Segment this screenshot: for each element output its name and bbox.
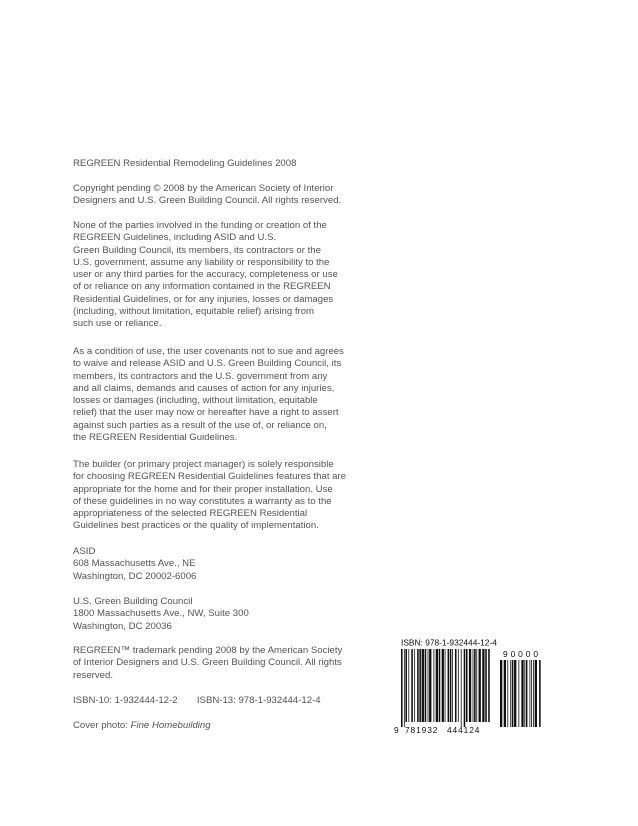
barcode-bar bbox=[507, 660, 508, 727]
barcode-left-digits: 781932 bbox=[405, 725, 439, 735]
barcode-bar bbox=[442, 649, 444, 722]
barcode-bar bbox=[405, 649, 407, 722]
barcode-price-code: 9 0 0 0 0 bbox=[503, 649, 539, 659]
cover-credit bbox=[73, 720, 363, 732]
barcode-bar bbox=[510, 660, 511, 727]
disclaimer-builder: The builder (or primary project manager) is solely responsible for choosing REGREEN Residential Guidelines features that are appropriate for the home and for their proper installation. Use of these guidelines in no way constitutes a warranty as to the appropriateness of the selected REGREEN Residential Guidelines best practices or the quality of implementation. bbox=[73, 459, 347, 532]
isbn-10: ISBN-10: 1-932444-12-2 bbox=[73, 695, 178, 706]
barcode-bar bbox=[419, 649, 421, 722]
barcode-bar bbox=[425, 649, 427, 722]
barcode-bar bbox=[428, 649, 429, 722]
barcode-bar bbox=[504, 660, 506, 727]
cover-source: Fine Homebuilding bbox=[130, 720, 211, 731]
cover-label: Cover photo: bbox=[73, 720, 131, 731]
barcode-bar bbox=[485, 649, 487, 722]
barcode-bar bbox=[422, 649, 424, 722]
document-title: REGREEN Residential Remodeling Guidelines 2008 bbox=[73, 158, 297, 169]
disclaimer-liability: None of the parties involved in the funding or creation of the REGREEN Guidelines, including ASID and U.S. Green Building Council, its members, its contractors or the U.S. government, assume any liability or responsibility to the user or any third parties for the accuracy, completeness or use of or reliance on any information contained in the REGREEN Residential Guidelines, or for any injuries, losses or damages (including, without limitation, equitable relief) arising from such use or reliance. bbox=[73, 220, 338, 330]
barcode-bar bbox=[500, 660, 502, 727]
disclaimer-covenant: As a condition of use, the user covenants not to sue and agrees to waive and release ASID and U.S. Green Building Council, its members, its contractors and the U.S. government from any and all claims, demands and causes of action for any injuries, losses or damages (including, without limitation, equitable relief) that the user may now or hereafter have a right to assert against such parties as a result of the use of, or reliance on, the REGREEN Residential Guidelines. bbox=[73, 346, 344, 444]
barcode-bar bbox=[450, 649, 452, 722]
address-asid: ASID 608 Massachusetts Ave., NE Washington, DC 20002-6006 bbox=[73, 546, 197, 582]
barcode-bar bbox=[539, 660, 541, 727]
barcode-bars-addon bbox=[500, 660, 541, 727]
barcode-bar bbox=[404, 649, 405, 727]
isbn-barcode bbox=[396, 638, 556, 738]
barcode-bar bbox=[474, 649, 476, 722]
barcode-bar bbox=[458, 649, 459, 722]
barcode-bar bbox=[429, 649, 431, 722]
barcode-bar bbox=[535, 660, 537, 727]
barcode-bar bbox=[482, 649, 484, 722]
barcode-bar bbox=[439, 649, 441, 722]
barcode-bar bbox=[512, 660, 514, 727]
barcode-bar bbox=[526, 660, 528, 727]
barcode-bars-main bbox=[401, 649, 490, 727]
barcode-bar bbox=[414, 649, 415, 722]
barcode-bar bbox=[469, 649, 471, 722]
barcode-bar bbox=[518, 660, 519, 727]
barcode-bar bbox=[401, 649, 403, 727]
barcode-bar bbox=[445, 649, 446, 722]
barcode-bar bbox=[408, 649, 409, 722]
isbn-13: ISBN-13: 978-1-932444-12-4 bbox=[196, 695, 321, 706]
barcode-bar bbox=[514, 660, 516, 727]
barcode-bar bbox=[530, 660, 531, 727]
barcode-bar bbox=[452, 649, 453, 722]
barcode-header: ISBN: 978-1-932444-12-4 bbox=[401, 637, 497, 648]
barcode-bar bbox=[434, 649, 435, 722]
barcode-bar bbox=[521, 660, 523, 727]
barcode-bar bbox=[455, 649, 457, 722]
barcode-bar bbox=[411, 649, 413, 722]
barcode-lead-digit: 9 bbox=[394, 725, 399, 735]
barcode-bar bbox=[488, 649, 490, 722]
barcode-bar bbox=[473, 649, 474, 722]
barcode-bar bbox=[533, 660, 534, 727]
barcode-bar bbox=[417, 649, 419, 722]
isbn-line bbox=[73, 695, 393, 707]
trademark-notice: REGREEN™ trademark pending 2008 by the American Society of Interior Designers and U.S. Green Building Council. All rights reserved. bbox=[73, 645, 343, 681]
address-usgbc: U.S. Green Building Council 1800 Massachusetts Ave., NW, Suite 300 Washington, DC 20036 bbox=[73, 596, 249, 632]
barcode-bar bbox=[466, 649, 468, 722]
barcode-right-digits: 444124 bbox=[447, 725, 481, 735]
barcode-bar bbox=[476, 649, 477, 722]
barcode-bar bbox=[461, 649, 462, 727]
barcode-bar bbox=[448, 649, 450, 722]
barcode-bar bbox=[436, 649, 438, 722]
copyright-notice: Copyright pending © 2008 by the American Society of Interior Designers and U.S. Green Building Council. All rights reserved. bbox=[73, 183, 342, 207]
barcode-bar bbox=[531, 660, 532, 727]
barcode-bar bbox=[479, 649, 481, 722]
barcode-bar bbox=[524, 660, 525, 727]
barcode-bar bbox=[464, 649, 466, 727]
